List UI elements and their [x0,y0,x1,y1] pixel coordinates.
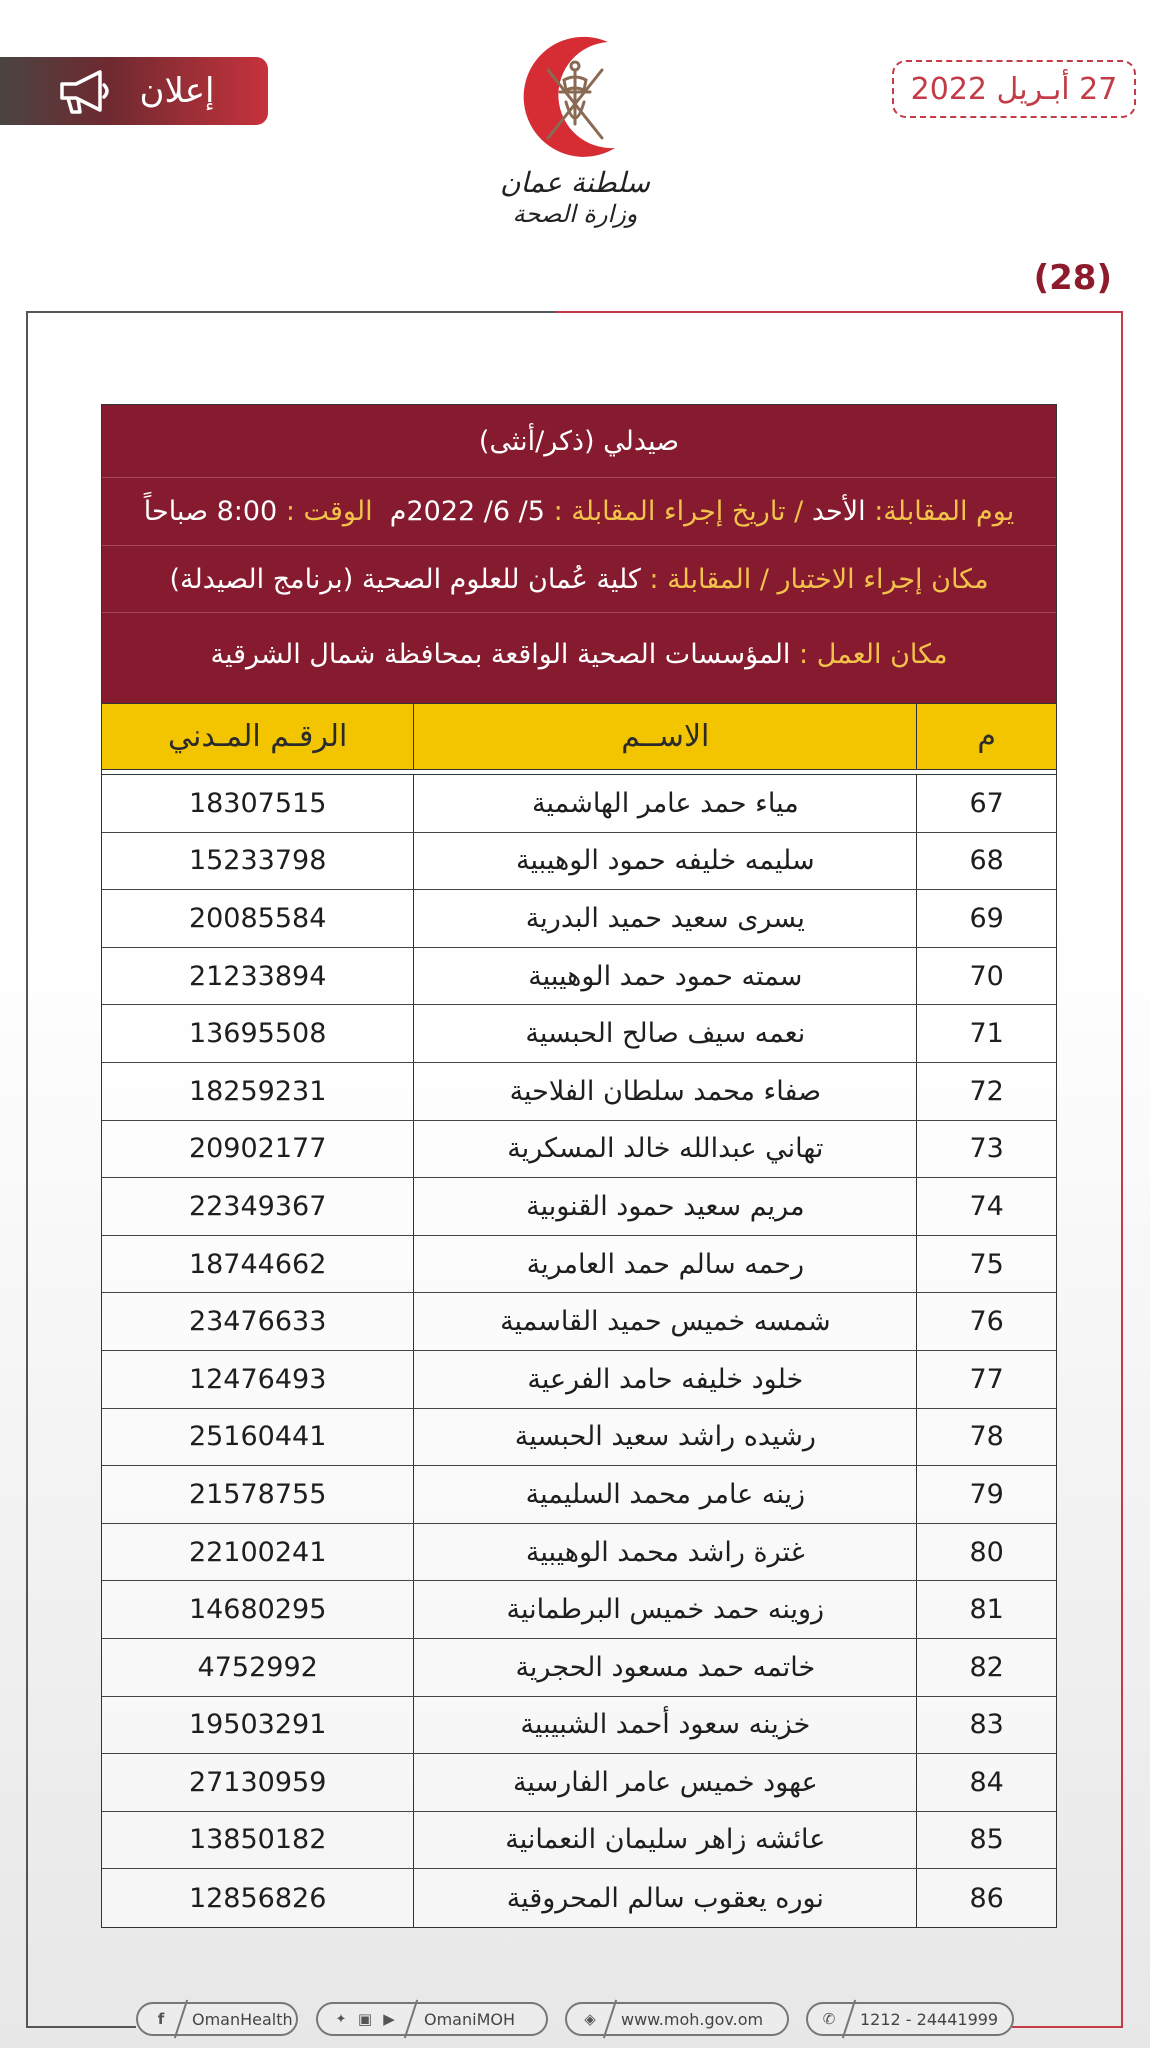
table-row [102,1063,1056,1121]
table-row [102,1121,1056,1179]
row-num: 78 [916,1409,1056,1466]
time-value: 8:00 صباحاً [143,496,278,527]
row-name: عائشه زاهر سليمان النعمانية [413,1812,916,1869]
row-civil-id: 13695508 [188,1018,327,1050]
row-civil-id: 4752992 [197,1651,318,1683]
frame-top-gray [26,311,556,313]
table-row [102,1754,1056,1812]
header-num: م [916,704,1056,769]
row-num: 80 [916,1524,1056,1581]
row-num: 68 [916,833,1056,890]
table-row [102,1581,1056,1639]
row-num: 85 [916,1812,1056,1869]
row-civil-id: 20085584 [188,902,327,934]
table-row [102,1005,1056,1063]
interview-day-row [102,478,1056,546]
table-row [102,833,1056,891]
date-badge: 27 أبـريل 2022 [892,60,1136,118]
facebook-icon: f [157,2010,165,2028]
row-civil-id: 20902177 [188,1133,327,1165]
row-civil-id: 19503291 [188,1709,327,1741]
row-name: مريم سعيد حمود القنوبية [413,1178,916,1235]
row-name: خلود خليفه حامد الفرعية [413,1351,916,1408]
row-name: زوينه حمد خميس البرطمانية [413,1581,916,1638]
table-row [102,1639,1056,1697]
interview-day: الأحد [811,496,866,527]
row-name: سليمه خليفه حمود الوهيبية [413,833,916,890]
table-row [102,890,1056,948]
header-civil-id: الرقـم المـدني [167,719,348,754]
row-num: 71 [916,1005,1056,1062]
row-name: خزينه سعود أحمد الشبيبية [413,1697,916,1754]
footer-facebook[interactable] [136,2002,298,2036]
divider [404,2000,418,2039]
row-name: زينه عامر محمد السليمية [413,1466,916,1523]
frame-bottom-red [1012,2026,1123,2028]
row-civil-id: 12476493 [188,1363,327,1395]
candidates-table [102,774,1056,1927]
row-name: سمته حمود حمد الوهيبية [413,948,916,1005]
megaphone-icon [54,68,114,114]
row-civil-id: 21233894 [188,960,327,992]
frame-left [26,311,28,2028]
row-name: نعمه سيف صالح الحبسية [413,1005,916,1062]
row-name: نوره يعقوب سالم المحروقية [413,1869,916,1927]
row-civil-id: 18307515 [188,787,327,819]
row-civil-id: 15233798 [188,845,327,877]
header-name: الاســم [413,704,916,769]
instagram-icon: ▣ [357,2010,373,2028]
row-name: شمسه خميس حميد القاسمية [413,1293,916,1350]
row-civil-id: 25160441 [188,1421,327,1453]
table-row [102,1812,1056,1870]
table-row [102,1697,1056,1755]
footer-phone-text: 1212 - 24441999 [860,2009,999,2029]
table-row [102,1524,1056,1582]
row-num: 72 [916,1063,1056,1120]
table-row [102,1236,1056,1294]
row-num: 82 [916,1639,1056,1696]
interview-date-label: / تاريخ إجراء المقابلة : [553,496,804,527]
row-name: رحمه سالم حمد العامرية [413,1236,916,1293]
youtube-icon: ▶ [383,2010,395,2028]
row-civil-id: 14680295 [188,1594,327,1626]
row-name: مياء حمد عامر الهاشمية [413,775,916,832]
divider [842,2000,856,2039]
row-num: 69 [916,890,1056,947]
job-title [102,405,1056,478]
announcement-tab [0,57,268,125]
interview-day-label: يوم المقابلة: [874,496,1015,527]
footer-phone[interactable] [806,2002,1014,2036]
twitter-icon: ✦ [335,2011,347,2027]
frame-right [1121,311,1123,2028]
page-number: (28) [1033,258,1112,298]
row-num: 76 [916,1293,1056,1350]
ministry-emblem [490,30,660,235]
row-civil-id: 27130959 [188,1766,327,1798]
exam-place: كلية عُمان للعلوم الصحية (برنامج الصيدلة) [169,563,641,595]
row-civil-id: 13850182 [188,1824,327,1856]
row-civil-id: 18744662 [188,1248,327,1280]
table-row [102,1293,1056,1351]
row-name: غترة راشد محمد الوهيبية [413,1524,916,1581]
exam-place-label: مكان إجراء الاختبار / المقابلة : [649,563,989,595]
interview-card [101,404,1057,1928]
row-name: رشيده راشد سعيد الحبسية [413,1409,916,1466]
row-name: عهود خميس عامر الفارسية [413,1754,916,1811]
globe-icon: ◈ [584,2010,596,2028]
footer-social-text: OmaniMOH [424,2009,515,2029]
divider [174,2000,188,2039]
row-num: 70 [916,948,1056,1005]
table-row [102,1409,1056,1467]
row-num: 84 [916,1754,1056,1811]
row-num: 83 [916,1697,1056,1754]
row-num: 73 [916,1121,1056,1178]
row-name: يسرى سعيد حميد البدرية [413,890,916,947]
row-num: 86 [916,1869,1056,1927]
row-num: 75 [916,1236,1056,1293]
time-label: الوقت : [285,496,373,527]
row-civil-id: 21578755 [188,1478,327,1510]
row-name: تهاني عبدالله خالد المسكرية [413,1121,916,1178]
work-place-row [102,613,1056,703]
announcement-label: إعلان [139,71,215,111]
footer-social[interactable] [316,2002,548,2036]
phone-icon: ✆ [822,2010,836,2028]
job-title-text: صيدلي (ذكر/أنثى) [478,425,680,457]
table-row [102,1351,1056,1409]
table-header [102,703,1056,770]
row-civil-id: 22349367 [188,1190,327,1222]
row-num: 74 [916,1178,1056,1235]
footer-website-text: www.moh.gov.om [621,2009,764,2029]
oman-crescent-emblem [490,30,660,165]
row-num: 81 [916,1581,1056,1638]
row-name: خاتمه حمد مسعود الحجرية [413,1639,916,1696]
exam-place-row [102,546,1056,613]
frame-bottom-gray [26,2026,136,2028]
footer-facebook-text: OmanHealth [192,2009,293,2029]
row-civil-id: 22100241 [188,1536,327,1568]
work-place-label: مكان العمل : [799,638,948,670]
table-row [102,1178,1056,1236]
frame-top-red [556,311,1123,313]
interview-date: 5/ 6/ 2022م [389,496,545,527]
row-num: 67 [916,775,1056,832]
table-row [102,948,1056,1006]
row-num: 79 [916,1466,1056,1523]
table-row [102,1466,1056,1524]
row-civil-id: 18259231 [188,1075,327,1107]
row-civil-id: 23476633 [188,1306,327,1338]
interview-info [102,405,1056,703]
emblem-line-2: وزارة الصحة [512,200,638,228]
row-num: 77 [916,1351,1056,1408]
row-name: صفاء محمد سلطان الفلاحية [413,1063,916,1120]
table-row [102,775,1056,833]
divider [603,2000,617,2039]
work-place: المؤسسات الصحية الواقعة بمحافظة شمال الشرقية [210,638,791,670]
row-civil-id: 12856826 [188,1882,327,1914]
footer-website[interactable] [565,2002,789,2036]
emblem-line-1: سلطنة عمان [499,166,651,199]
table-row [102,1869,1056,1927]
